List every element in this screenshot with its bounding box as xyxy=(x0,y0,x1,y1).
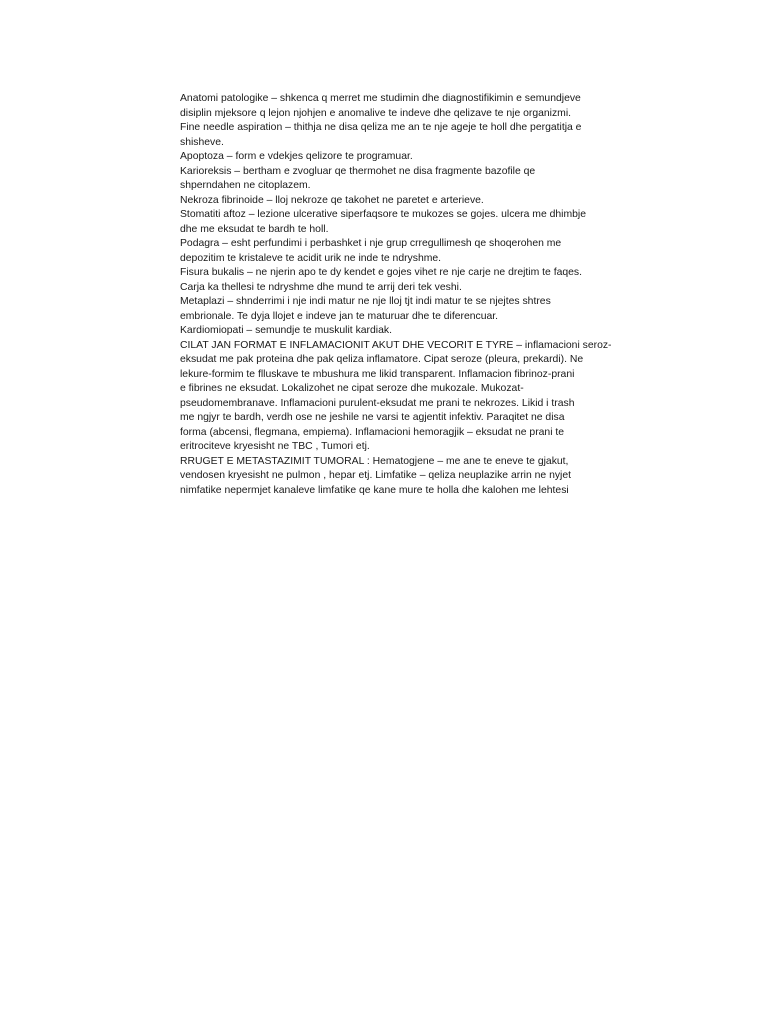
text-line: Stomatiti aftoz – lezione ulcerative siperfaqsore te mukozes se gojes. ulcera me dhimbje xyxy=(180,209,587,220)
text-line: pseudomembranave. Inflamacioni purulent-eksudat me prani te nekrozes. Likid i trash xyxy=(180,397,575,409)
text-line: Podagra – esht perfundimi i perbashket i nje grup crregullimesh qe shoqerohen me xyxy=(180,238,562,249)
text-line: lekure-formim te flluskave te mbushura me likid transparent. Inflamacion fibrinoz-prani xyxy=(180,368,575,380)
text-line: Carja ka thellesi te ndryshme dhe mund te arrij deri tek veshi. xyxy=(180,281,462,293)
text-line: disiplin mjeksore q lejon njohjen e anomalive te indeve dhe qelizave te nje organizmi. xyxy=(180,107,572,119)
text-line: Apoptoza – form e vdekjes qelizore te programuar. xyxy=(180,151,413,162)
text-line: Nekroza fibrinoide – lloj nekroze qe takohet ne paretet e arterieve. xyxy=(180,194,484,206)
text-line: vendosen kryesisht ne pulmon , hepar etj. Limfatike – qeliza neuplazike arrin ne nyjet xyxy=(180,470,572,481)
text-line: embrionale. Te dyja llojet e indeve jan te maturuar dhe te diferencuar. xyxy=(180,310,499,322)
text-line: RRUGET E METASTAZIMIT TUMORAL : Hematogjene – me ane te eneve te gjakut, xyxy=(180,455,569,467)
text-line: dhe me eksudat te bardh te holl. xyxy=(180,223,329,235)
text-line: depozitim te kristaleve te acidit urik ne inde te ndryshme. xyxy=(180,252,442,264)
text-line: shperndahen ne citoplazem. xyxy=(180,180,311,191)
text-line: Karioreksis – bertham e zvogluar qe thermohet ne disa fragmente bazofile qe xyxy=(180,165,536,177)
text-line: e fibrines ne eksudat. Lokalizohet ne cipat seroze dhe mukozale. Mukozat- xyxy=(180,383,524,394)
text-line: shisheve. xyxy=(180,136,224,148)
text-line: CILAT JAN FORMAT E INFLAMACIONIT AKUT DHE VECORIT E TYRE – inflamacioni seroz- xyxy=(180,339,612,351)
text-line: Fine needle aspiration – thithja ne disa qeliza me an te nje ageje te holl dhe pergatitja e xyxy=(180,122,582,133)
text-line: Fisura bukalis – ne njerin apo te dy kendet e gojes vihet re nje carje ne drejtim te faqes. xyxy=(180,267,582,278)
text-line: Metaplazi – shnderrimi i nje indi matur ne nje lloj tjt indi matur te se njejtes shtres xyxy=(180,296,551,307)
text-line: eksudat me pak proteina dhe pak qeliza inflamatore. Cipat seroze (pleura, prekardi). Ne xyxy=(180,354,584,365)
document-body xyxy=(180,92,612,498)
text-line: nimfatike nepermjet kanaleve limfatike qe kane mure te holla dhe kalohen me lehtesi xyxy=(180,484,569,496)
text-line: Kardiomiopati – semundje te muskulit kardiak. xyxy=(180,325,392,336)
text-line: eritrociteve kryesisht ne TBC , Tumori etj. xyxy=(180,441,370,452)
text-line: me ngjyr te bardh, verdh ose ne jeshile ne varsi te agjentit infektiv. Paraqitet ne disa xyxy=(180,412,565,423)
text-line: forma (abcensi, flegmana, empiema). Inflamacioni hemoragjik – eksudat ne prani te xyxy=(180,426,565,438)
text-line: Anatomi patologike – shkenca q merret me studimin dhe diagnostifikimin e semundjeve xyxy=(180,93,581,104)
